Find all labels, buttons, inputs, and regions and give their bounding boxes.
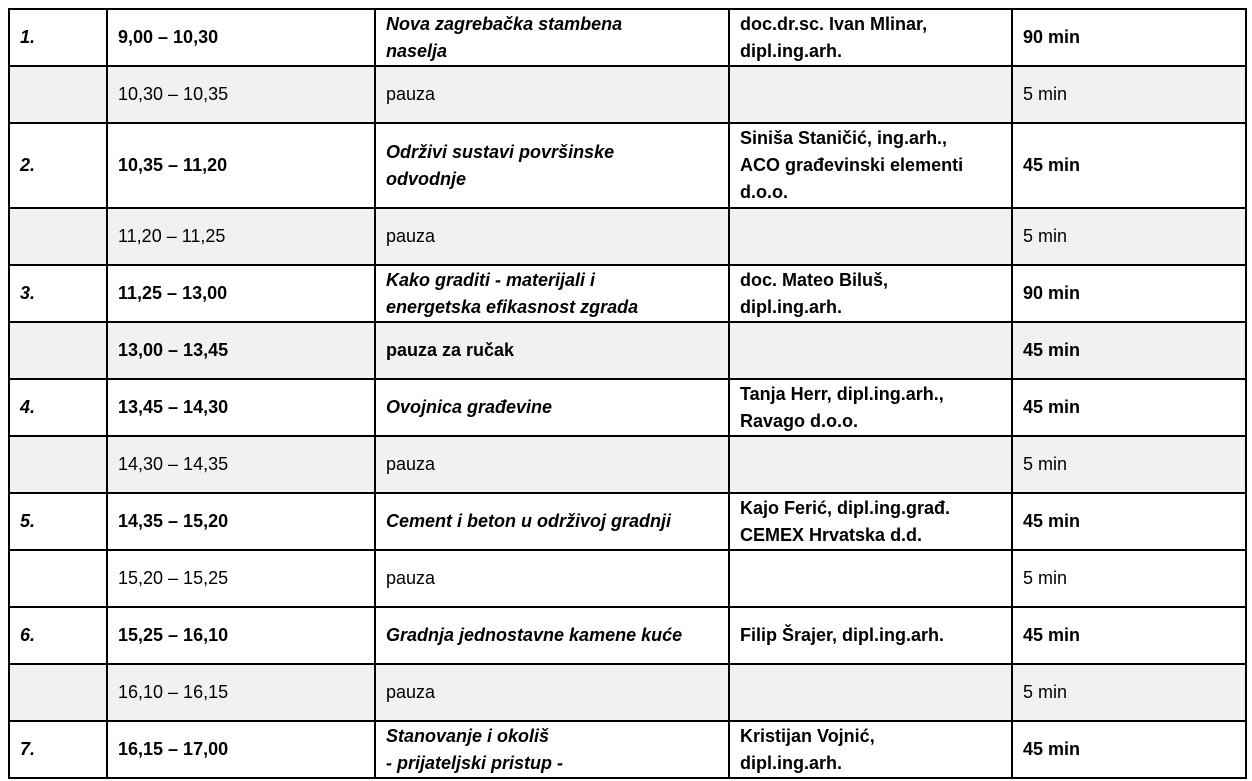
session-row bbox=[9, 123, 1246, 208]
break-number-cell bbox=[9, 664, 107, 721]
session-duration: 90 min bbox=[1012, 265, 1246, 322]
session-time: 11,25 – 13,00 bbox=[107, 265, 375, 322]
break-speaker-cell bbox=[729, 208, 1012, 265]
break-row bbox=[9, 550, 1246, 607]
break-label: pauza za ručak bbox=[375, 322, 729, 379]
session-duration: 90 min bbox=[1012, 9, 1246, 66]
break-label: pauza bbox=[375, 436, 729, 493]
session-title bbox=[375, 493, 729, 550]
session-duration: 45 min bbox=[1012, 379, 1246, 436]
session-row bbox=[9, 379, 1246, 436]
session-time: 14,35 – 15,20 bbox=[107, 493, 375, 550]
session-title-line: naselja bbox=[386, 40, 448, 61]
speaker-line: dipl.ing.arh. bbox=[740, 752, 842, 773]
session-title-line: Održivi sustavi površinske bbox=[386, 141, 615, 162]
break-speaker-cell bbox=[729, 322, 1012, 379]
lunch-row bbox=[9, 322, 1246, 379]
break-row bbox=[9, 66, 1246, 123]
break-speaker-cell bbox=[729, 436, 1012, 493]
break-number-cell bbox=[9, 436, 107, 493]
session-number: 6. bbox=[9, 607, 107, 664]
break-time: 15,20 – 15,25 bbox=[107, 550, 375, 607]
schedule-table bbox=[8, 8, 1247, 779]
speaker-line: Ravago d.o.o. bbox=[740, 410, 859, 431]
session-row bbox=[9, 265, 1246, 322]
break-number-cell bbox=[9, 208, 107, 265]
session-title-line: Stanovanje i okoliš bbox=[386, 725, 550, 746]
break-speaker-cell bbox=[729, 66, 1012, 123]
break-time: 16,10 – 16,15 bbox=[107, 664, 375, 721]
session-speaker bbox=[729, 607, 1012, 664]
speaker-line: Filip Šrajer, dipl.ing.arh. bbox=[740, 625, 945, 645]
session-title-line: Ovojnica građevine bbox=[386, 397, 553, 417]
session-title-line: Nova zagrebačka stambena bbox=[386, 13, 623, 34]
break-row bbox=[9, 664, 1246, 721]
session-title-line: energetska efikasnost zgrada bbox=[386, 296, 639, 317]
speaker-line: dipl.ing.arh. bbox=[740, 296, 842, 317]
session-time: 10,35 – 11,20 bbox=[107, 123, 375, 208]
break-duration: 5 min bbox=[1012, 66, 1246, 123]
session-speaker bbox=[729, 123, 1012, 208]
break-time: 14,30 – 14,35 bbox=[107, 436, 375, 493]
speaker-line: Kristijan Vojnić, bbox=[740, 725, 875, 746]
speaker-line: Siniša Staničić, ing.arh., bbox=[740, 128, 948, 148]
session-speaker bbox=[729, 493, 1012, 550]
break-row bbox=[9, 436, 1246, 493]
speaker-line: d.o.o. bbox=[740, 182, 788, 202]
break-time: 11,20 – 11,25 bbox=[107, 208, 375, 265]
session-title bbox=[375, 607, 729, 664]
break-time: 13,00 – 13,45 bbox=[107, 322, 375, 379]
session-title-line: - prijateljski pristup - bbox=[386, 752, 564, 773]
session-row bbox=[9, 493, 1246, 550]
session-number: 3. bbox=[9, 265, 107, 322]
session-number: 7. bbox=[9, 721, 107, 778]
session-title bbox=[375, 721, 729, 778]
break-row bbox=[9, 208, 1246, 265]
session-title-line: Kako graditi - materijali i bbox=[386, 269, 596, 290]
break-label: pauza bbox=[375, 664, 729, 721]
session-time: 16,15 – 17,00 bbox=[107, 721, 375, 778]
session-time: 13,45 – 14,30 bbox=[107, 379, 375, 436]
break-time: 10,30 – 10,35 bbox=[107, 66, 375, 123]
break-duration: 5 min bbox=[1012, 208, 1246, 265]
session-row bbox=[9, 607, 1246, 664]
speaker-line: dipl.ing.arh. bbox=[740, 40, 842, 61]
session-title-line: Gradnja jednostavne kamene kuće bbox=[386, 625, 683, 645]
break-speaker-cell bbox=[729, 664, 1012, 721]
break-number-cell bbox=[9, 66, 107, 123]
session-title-line: Cement i beton u održivoj gradnji bbox=[386, 511, 672, 531]
speaker-line: Kajo Ferić, dipl.ing.građ. bbox=[740, 497, 951, 518]
speaker-line: CEMEX Hrvatska d.d. bbox=[740, 524, 923, 545]
session-duration: 45 min bbox=[1012, 493, 1246, 550]
break-duration: 5 min bbox=[1012, 550, 1246, 607]
session-row bbox=[9, 9, 1246, 66]
session-title-line: odvodnje bbox=[386, 168, 466, 189]
speaker-line: Tanja Herr, dipl.ing.arh., bbox=[740, 383, 944, 404]
session-title bbox=[375, 123, 729, 208]
speaker-line: ACO građevinski elementi bbox=[740, 155, 964, 175]
session-title bbox=[375, 9, 729, 66]
session-number: 1. bbox=[9, 9, 107, 66]
session-number: 2. bbox=[9, 123, 107, 208]
break-duration: 5 min bbox=[1012, 436, 1246, 493]
session-duration: 45 min bbox=[1012, 607, 1246, 664]
session-time: 9,00 – 10,30 bbox=[107, 9, 375, 66]
session-time: 15,25 – 16,10 bbox=[107, 607, 375, 664]
break-duration: 45 min bbox=[1012, 322, 1246, 379]
break-number-cell bbox=[9, 550, 107, 607]
break-number-cell bbox=[9, 322, 107, 379]
break-duration: 5 min bbox=[1012, 664, 1246, 721]
session-duration: 45 min bbox=[1012, 721, 1246, 778]
session-speaker bbox=[729, 379, 1012, 436]
session-title bbox=[375, 379, 729, 436]
break-label: pauza bbox=[375, 66, 729, 123]
speaker-line: doc.dr.sc. Ivan Mlinar, bbox=[740, 13, 928, 34]
break-speaker-cell bbox=[729, 550, 1012, 607]
break-label: pauza bbox=[375, 208, 729, 265]
session-row bbox=[9, 721, 1246, 778]
break-label: pauza bbox=[375, 550, 729, 607]
session-number: 5. bbox=[9, 493, 107, 550]
speaker-line: doc. Mateo Biluš, bbox=[740, 269, 889, 290]
session-speaker bbox=[729, 721, 1012, 778]
session-duration: 45 min bbox=[1012, 123, 1246, 208]
session-title bbox=[375, 265, 729, 322]
session-speaker bbox=[729, 9, 1012, 66]
session-number: 4. bbox=[9, 379, 107, 436]
session-speaker bbox=[729, 265, 1012, 322]
